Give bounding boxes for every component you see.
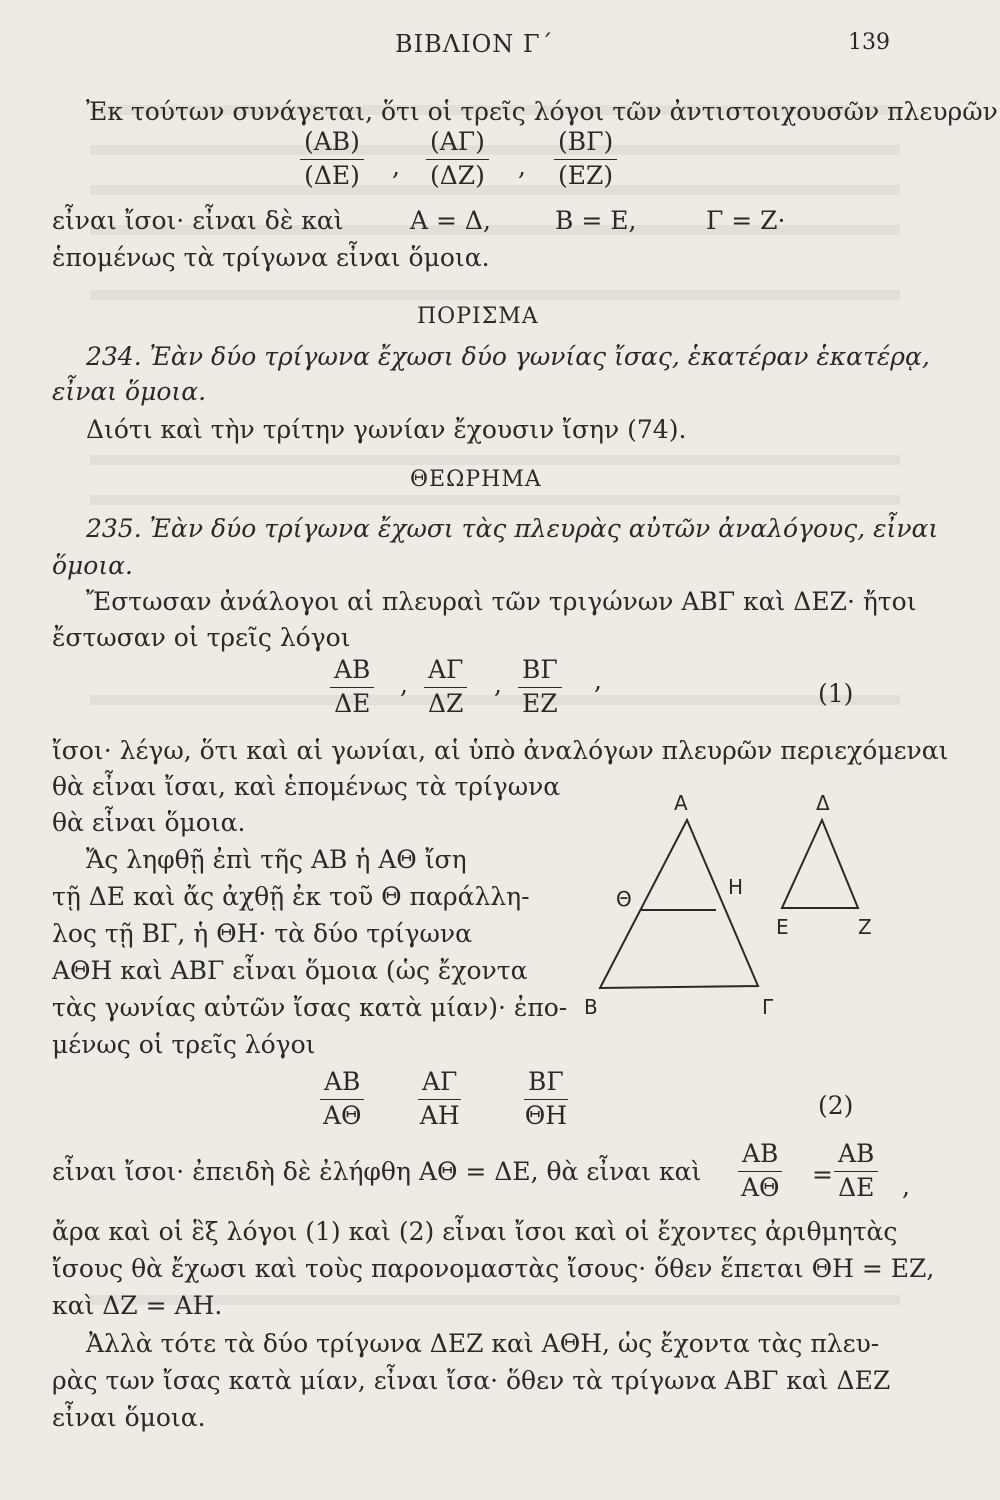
- ratio-ag-dz: [424, 656, 467, 719]
- page-number: 139: [848, 30, 890, 55]
- equation-g-z: Γ = Ζ·: [706, 206, 786, 235]
- vertex-label-d: Δ: [816, 791, 830, 815]
- theorem-line-6: θὰ εἶναι ἴσαι, καὶ ἑπομένως τὰ τρίγωνα: [52, 772, 561, 801]
- theorem-line-4: ἔστωσαν οἱ τρεῖς λόγοι: [52, 623, 351, 652]
- ratio-ag-ah: [418, 1068, 461, 1131]
- equation-b-e: Β = Ε,: [555, 206, 637, 235]
- fraction-numerator: (ΑΓ): [426, 128, 489, 160]
- fraction-denominator: ΑΗ: [419, 1100, 460, 1130]
- theorem-line-17: καὶ ΔΖ = ΑΗ.: [52, 1291, 223, 1320]
- theorem-line-15: ἄρα καὶ οἱ ἓξ λόγοι (1) καὶ (2) εἶναι ἴσοι καὶ οἱ ἔχοντες ἀριθμητὰς: [52, 1217, 898, 1246]
- fraction-denominator: (ΔΕ): [304, 160, 360, 190]
- fraction-denominator: ΑΘ: [322, 1100, 362, 1130]
- theorem-line-18: Ἀλλὰ τότε τὰ δύο τρίγωνα ΔΕΖ καὶ ΑΘΗ, ὡς ἔχοντα τὰς πλευ-: [86, 1329, 880, 1358]
- theorem-line-9: τῇ ΔΕ καὶ ἄς ἀχθῇ ἐκ τοῦ Θ παράλλη-: [52, 882, 530, 911]
- fraction-bg-ez: [554, 128, 617, 191]
- intro-line-1: Ἐκ τούτων συνάγεται, ὅτι οἱ τρεῖς λόγοι τῶν ἀντιστοιχουσῶν πλευρῶν: [86, 97, 998, 126]
- theorem-line-19: ρὰς των ἴσας κατὰ μίαν, εἶναι ἴσα· ὅθεν τὰ τρίγωνα ΑΒΓ καὶ ΔΕΖ: [52, 1366, 891, 1395]
- vertex-label-a: Α: [674, 791, 688, 815]
- theorem-line-3: Ἔστωσαν ἀνάλογοι αἱ πλευραὶ τῶν τριγώνων ΑΒΓ καὶ ΔΕΖ· ἤτοι: [86, 587, 917, 616]
- theorem-line-7: θὰ εἶναι ὅμοια.: [52, 808, 246, 837]
- porisma-line-2: εἶναι ὅμοια.: [52, 377, 207, 406]
- theorem-line-14: εἶναι ἴσοι· ἐπειδὴ δὲ ἐλήφθη ΑΘ = ΔΕ, θὰ εἶναι καὶ: [52, 1157, 702, 1186]
- fraction-numerator: ΒΓ: [524, 1068, 568, 1100]
- fraction-numerator: ΑΒ: [320, 1068, 364, 1100]
- vertex-label-g: Γ: [762, 995, 774, 1019]
- comma: ,: [400, 670, 408, 699]
- fraction-denominator: ΑΘ: [740, 1172, 780, 1202]
- vertex-label-z: Ζ: [858, 915, 872, 939]
- fraction-numerator: ΑΒ: [330, 656, 374, 688]
- fraction-denominator: ΔΖ: [427, 688, 464, 718]
- fraction-numerator: (ΑΒ): [300, 128, 364, 160]
- fraction-ag-dz: [426, 128, 489, 191]
- theorem-line-10: λος τῇ ΒΓ, ἡ ΘΗ· τὰ δύο τρίγωνα: [52, 919, 472, 948]
- theorem-line-5: ἴσοι· λέγω, ὅτι καὶ αἱ γωνίαι, αἱ ὑπὸ ἀναλόγων πλευρῶν περιεχόμεναι: [52, 736, 949, 765]
- vertex-label-e: Ε: [776, 915, 789, 939]
- vertex-label-th: Θ: [616, 887, 632, 911]
- fraction-numerator: ΑΒ: [738, 1140, 782, 1172]
- theorem-line-8: Ἄς ληφθῇ ἐπὶ τῆς ΑΒ ἡ ΑΘ ἴση: [86, 845, 467, 874]
- ratio-ab-ath-final: [738, 1140, 782, 1203]
- equation-label-2: (2): [818, 1091, 854, 1120]
- theorem-line-20: εἶναι ὅμοια.: [52, 1403, 206, 1432]
- similar-triangles-figure: [570, 780, 890, 1020]
- fraction-denominator: ΔΕ: [334, 688, 371, 718]
- vertex-label-b: Β: [584, 995, 598, 1019]
- ratio-bg-ez: [518, 656, 562, 719]
- equation-label-1: (1): [818, 679, 854, 708]
- fraction-denominator: ΘΗ: [524, 1100, 568, 1130]
- comma: ,: [518, 152, 526, 181]
- running-header: ΒΙΒΛΙΟΝ Γ΄: [395, 30, 554, 58]
- equals-sign: =: [812, 1160, 833, 1189]
- theorem-line-1: 235. Ἐὰν δύο τρίγωνα ἔχωσι τὰς πλευρὰς αὐτῶν ἀναλόγους, εἶναι: [86, 514, 939, 543]
- ratio-ab-ath: [320, 1068, 364, 1131]
- intro-line-2: εἶναι ἴσοι· εἶναι δὲ καὶ: [52, 206, 344, 235]
- fraction-numerator: ΒΓ: [518, 656, 562, 688]
- vertex-label-h: Η: [728, 875, 744, 899]
- porisma-line-3: Διότι καὶ τὴν τρίτην γωνίαν ἔχουσιν ἴσην (74).: [86, 415, 687, 444]
- theorem-line-13: μένως οἱ τρεῖς λόγοι: [52, 1030, 316, 1059]
- comma: ,: [902, 1172, 910, 1201]
- fraction-denominator: ΕΖ: [522, 688, 558, 718]
- comma: ,: [494, 670, 502, 699]
- fraction-denominator: (ΕΖ): [558, 160, 614, 190]
- theorem-line-2: ὅμοια.: [52, 551, 133, 580]
- porisma-line-1: 234. Ἐὰν δύο τρίγωνα ἔχωσι δύο γωνίας ἴσας, ἑκατέραν ἑκατέρᾳ,: [86, 342, 930, 371]
- theorem-heading: ΘΕΩΡΗΜΑ: [410, 467, 542, 492]
- theorem-line-11: ΑΘΗ καὶ ΑΒΓ εἶναι ὅμοια (ὡς ἔχοντα: [52, 956, 528, 985]
- triangle-dez: [782, 820, 858, 908]
- fraction-numerator: ΑΓ: [424, 656, 467, 688]
- fraction-denominator: (ΔΖ): [429, 160, 485, 190]
- fraction-numerator: (ΒΓ): [554, 128, 617, 160]
- comma: ,: [392, 152, 400, 181]
- fraction-numerator: ΑΓ: [418, 1068, 461, 1100]
- fraction-numerator: ΑΒ: [834, 1140, 878, 1172]
- fraction-denominator: ΔΕ: [838, 1172, 875, 1202]
- ratio-ab-de-final: [834, 1140, 878, 1203]
- comma: ,: [594, 666, 602, 695]
- ratio-ab-de: [330, 656, 374, 719]
- equation-a-d: Α = Δ,: [410, 206, 491, 235]
- intro-line-3: ἑπομένως τὰ τρίγωνα εἶναι ὅμοια.: [52, 243, 490, 272]
- porisma-heading: ΠΟΡΙΣΜΑ: [417, 304, 539, 329]
- ratio-bg-thh: [524, 1068, 568, 1131]
- theorem-line-12: τὰς γωνίας αὐτῶν ἴσας κατὰ μίαν)· ἐπο-: [52, 993, 568, 1022]
- fraction-ab-de: [300, 128, 364, 191]
- theorem-line-16: ἴσους θὰ ἔχωσι καὶ τοὺς παρονομαστὰς ἴσους· ὅθεν ἕπεται ΘΗ = ΕΖ,: [52, 1254, 935, 1283]
